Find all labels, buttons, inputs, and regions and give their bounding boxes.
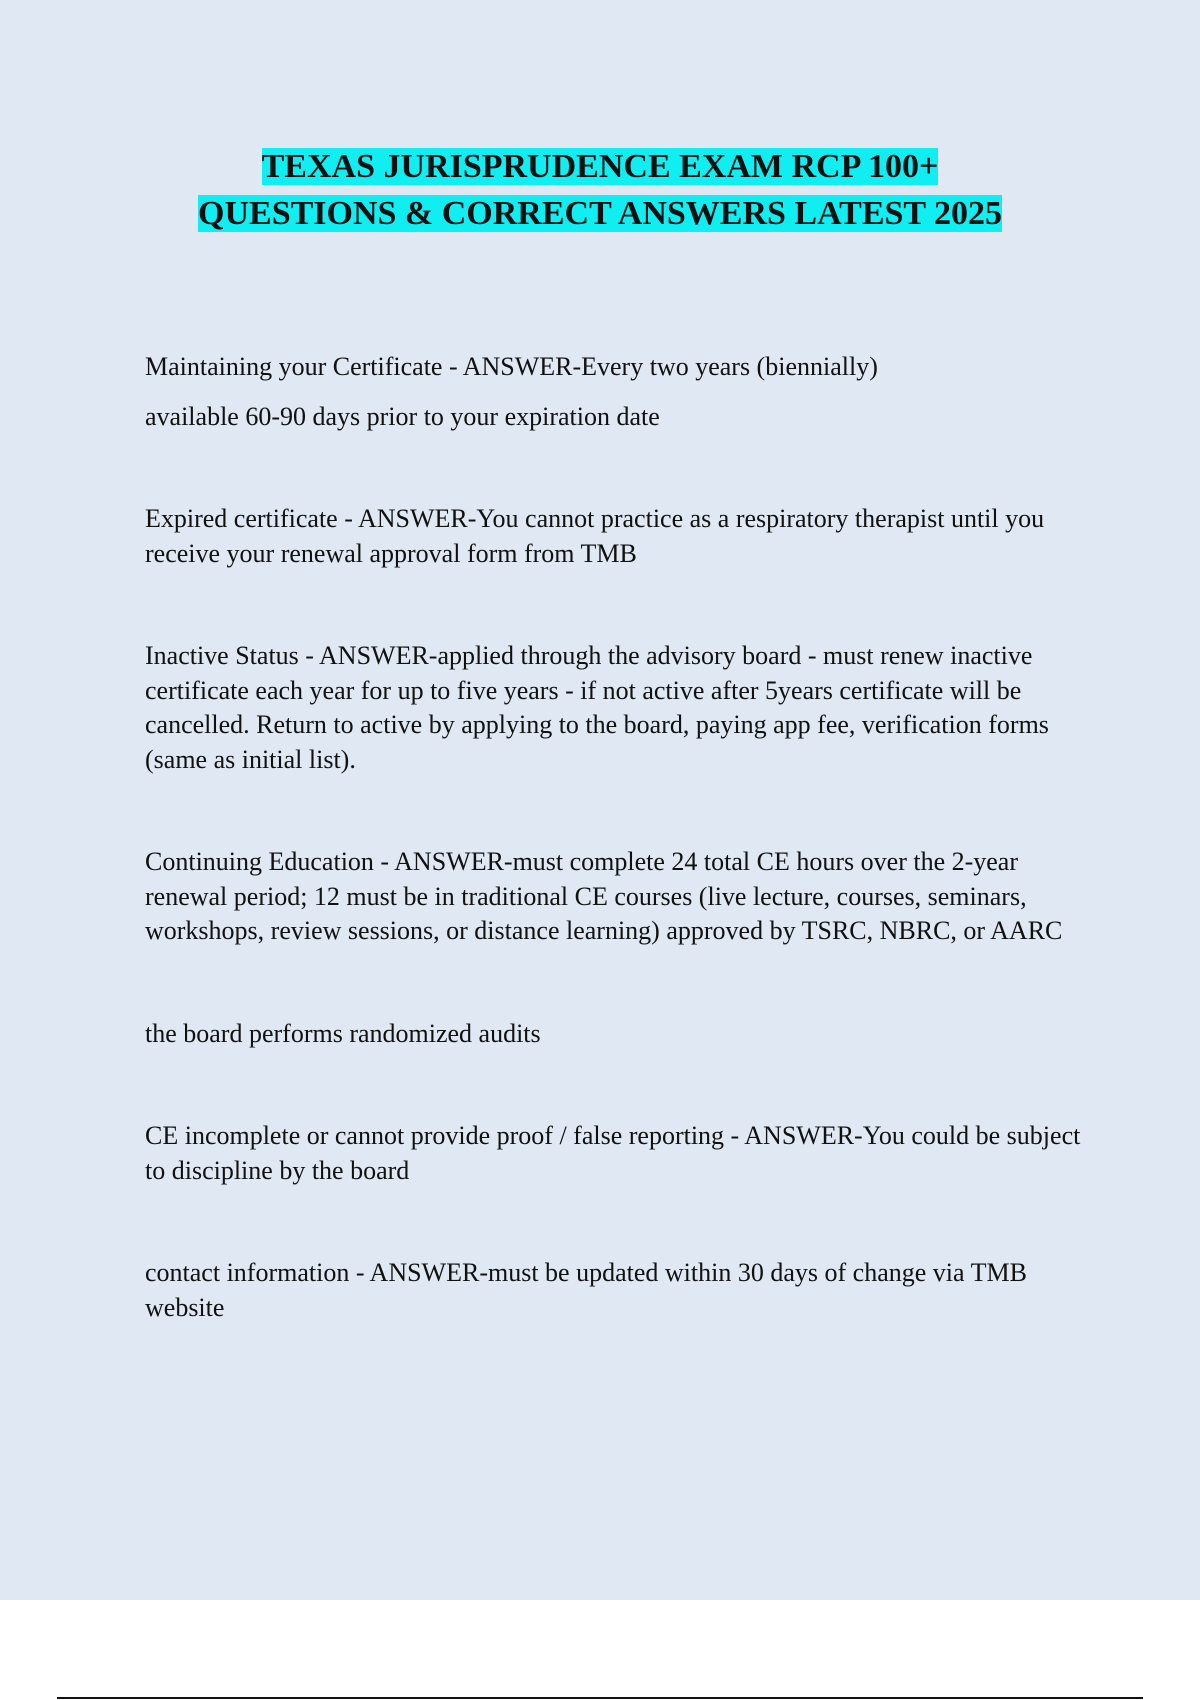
page-divider bbox=[57, 1697, 1143, 1699]
title-line-2: QUESTIONS & CORRECT ANSWERS LATEST 2025 bbox=[198, 195, 1002, 232]
qa-ce-incomplete: CE incomplete or cannot provide proof / false reporting - ANSWER-You could be subject to discipline by the board bbox=[145, 1121, 1081, 1185]
qa-inactive-status: Inactive Status - ANSWER-applied through the advisory board - must renew inactive certificate each year for up to five years - if not active after 5years certificate will be cancelled. Return to active by applying to the board, paying app fee, verification forms (same as initial list). bbox=[145, 641, 1049, 774]
document-title bbox=[0, 143, 1200, 237]
qa-continuing-education-note: the board performs randomized audits bbox=[145, 1018, 541, 1048]
qa-contact-information: contact information - ANSWER-must be updated within 30 days of change via TMB website bbox=[145, 1258, 1027, 1322]
qa-expired-certificate: Expired certificate - ANSWER-You cannot practice as a respiratory therapist until you receive your renewal approval form from TMB bbox=[145, 504, 1045, 568]
document-body bbox=[145, 350, 1085, 1325]
qa-maintaining-certificate: Maintaining your Certificate - ANSWER-Every two years (biennially) bbox=[145, 352, 878, 381]
title-line-1: TEXAS JURISPRUDENCE EXAM RCP 100+ bbox=[261, 148, 939, 185]
qa-maintaining-certificate-note: available 60-90 days prior to your expiration date bbox=[145, 401, 660, 431]
qa-continuing-education: Continuing Education - ANSWER-must complete 24 total CE hours over the 2-year renewal period; 12 must be in traditional CE courses (live lecture, courses, seminars, workshops, review sessions, or distance learning) approved by TSRC, NBRC, or AARC bbox=[145, 847, 1063, 945]
